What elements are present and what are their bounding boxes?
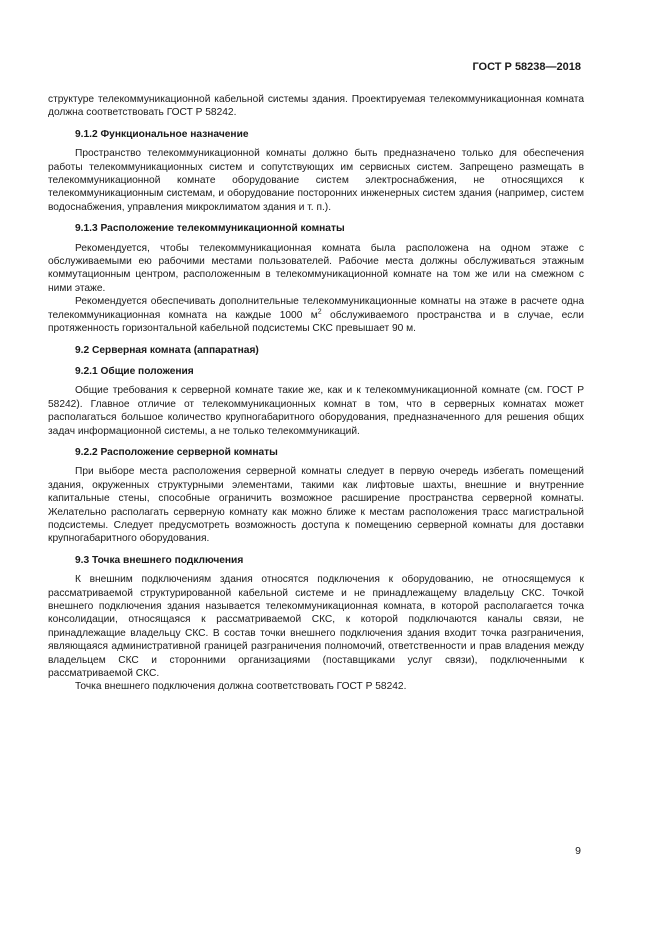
section-heading-9-2-1: 9.2.1 Общие положения [75, 365, 194, 377]
section-heading-9-1-3: 9.1.3 Расположение телекоммуникационной комнаты [75, 223, 345, 235]
section-heading-9-2-2: 9.2.2 Расположение серверной комнаты [75, 446, 278, 458]
paragraph: Пространство телекоммуникационной комнаты должно быть предназначено только для обеспечения работы телекоммуникационных систем и сопутствующих им сервисных систем. Запрещено размещать в телекоммуникационной комнате оборудование систем электроснабжения, не относящихся к телекоммуникационным системам, и оборудование посторонних инженерных систем здания (например, систем водоснабжения, управления микроклиматом здания и т. п.). [48, 148, 584, 213]
superscript: 2 [317, 308, 322, 316]
paragraph: Рекомендуется, чтобы телекоммуникационная комната была расположена на одном этаже с обслуживаемыми ею рабочими местами пользователей. Рабочие места должны обслуживаться этажным коммутационным центром, расположенным в телекоммуникационной комнате на том же или на смежном с ними этаже. [48, 242, 584, 294]
section-heading-9-1-2: 9.1.2 Функциональное назначение [75, 128, 249, 140]
section-heading-9-3: 9.3 Точка внешнего подключения [75, 554, 244, 566]
paragraph: К внешним подключениям здания относятся подключения к оборудованию, не относящемуся к рассматриваемой структурированной кабельной системе и не принадлежащему владельцу СКС. Точкой внешнего подключения здания называется телекоммуникационная комната, в которой располагается точка консолидации, относящаяся к рассматриваемой СКС, к которой подключаются каналы связи, не принадлежащие владельцу СКС. В состав точки внешнего подключения здания входит точка разграничения, являющаяся административной границей разграничения полномочий, ответственности и прав владения между владельцем СКС и сторонними организациями (поставщиками услуг связи), подключенными к рассматриваемой СКС. [48, 574, 584, 680]
paragraph: Общие требования к серверной комнате такие же, как и к телекоммуникационной комнате (см. ГОСТ Р 58242). Главное отличие от телекоммуникационных комнат в том, что в серверных комнатах может располагаться большое количество крупногабаритного оборудования, предназначенного для решения общих задач информационной системы, а не только телекоммуникаций. [48, 385, 584, 437]
document-body [48, 93, 584, 694]
paragraph: Точка внешнего подключения должна соответствовать ГОСТ Р 58242. [75, 681, 407, 693]
section-heading-9-2: 9.2 Серверная комната (аппаратная) [75, 344, 259, 356]
document-id-header: ГОСТ Р 58238—2018 [472, 61, 581, 73]
paragraph-text: Рекомендуется обеспечивать дополнительные телекоммуникационные комнаты на этаже в расчете одна телекоммуникационная комната на каждые 1000 м [48, 296, 584, 321]
paragraph [48, 295, 584, 335]
paragraph: При выборе места расположения серверной комнаты следует в первую очередь избегать помещений здания, окруженных структурными элементами, такими как лифтовые шахты, внешние и внутренние капитальные стены, способные ограничить возможное расширение пространства серверной комнаты. Желательно располагать серверную комнату как можно ближе к местам расположения трасс магистральной подсистемы. Следует предусмотреть возможность доступа к помещению серверной комнаты для доставки крупногабаритного оборудования. [48, 466, 584, 545]
page-number: 9 [575, 845, 581, 857]
paragraph-text: обслуживаемого пространства и в случае, если протяженность горизонтальной кабельной подсистемы СКС превышает 90 м. [48, 309, 584, 335]
paragraph: структуре телекоммуникационной кабельной системы здания. Проектируемая телекоммуникационная комната должна соответствовать ГОСТ Р 58242. [48, 94, 584, 119]
